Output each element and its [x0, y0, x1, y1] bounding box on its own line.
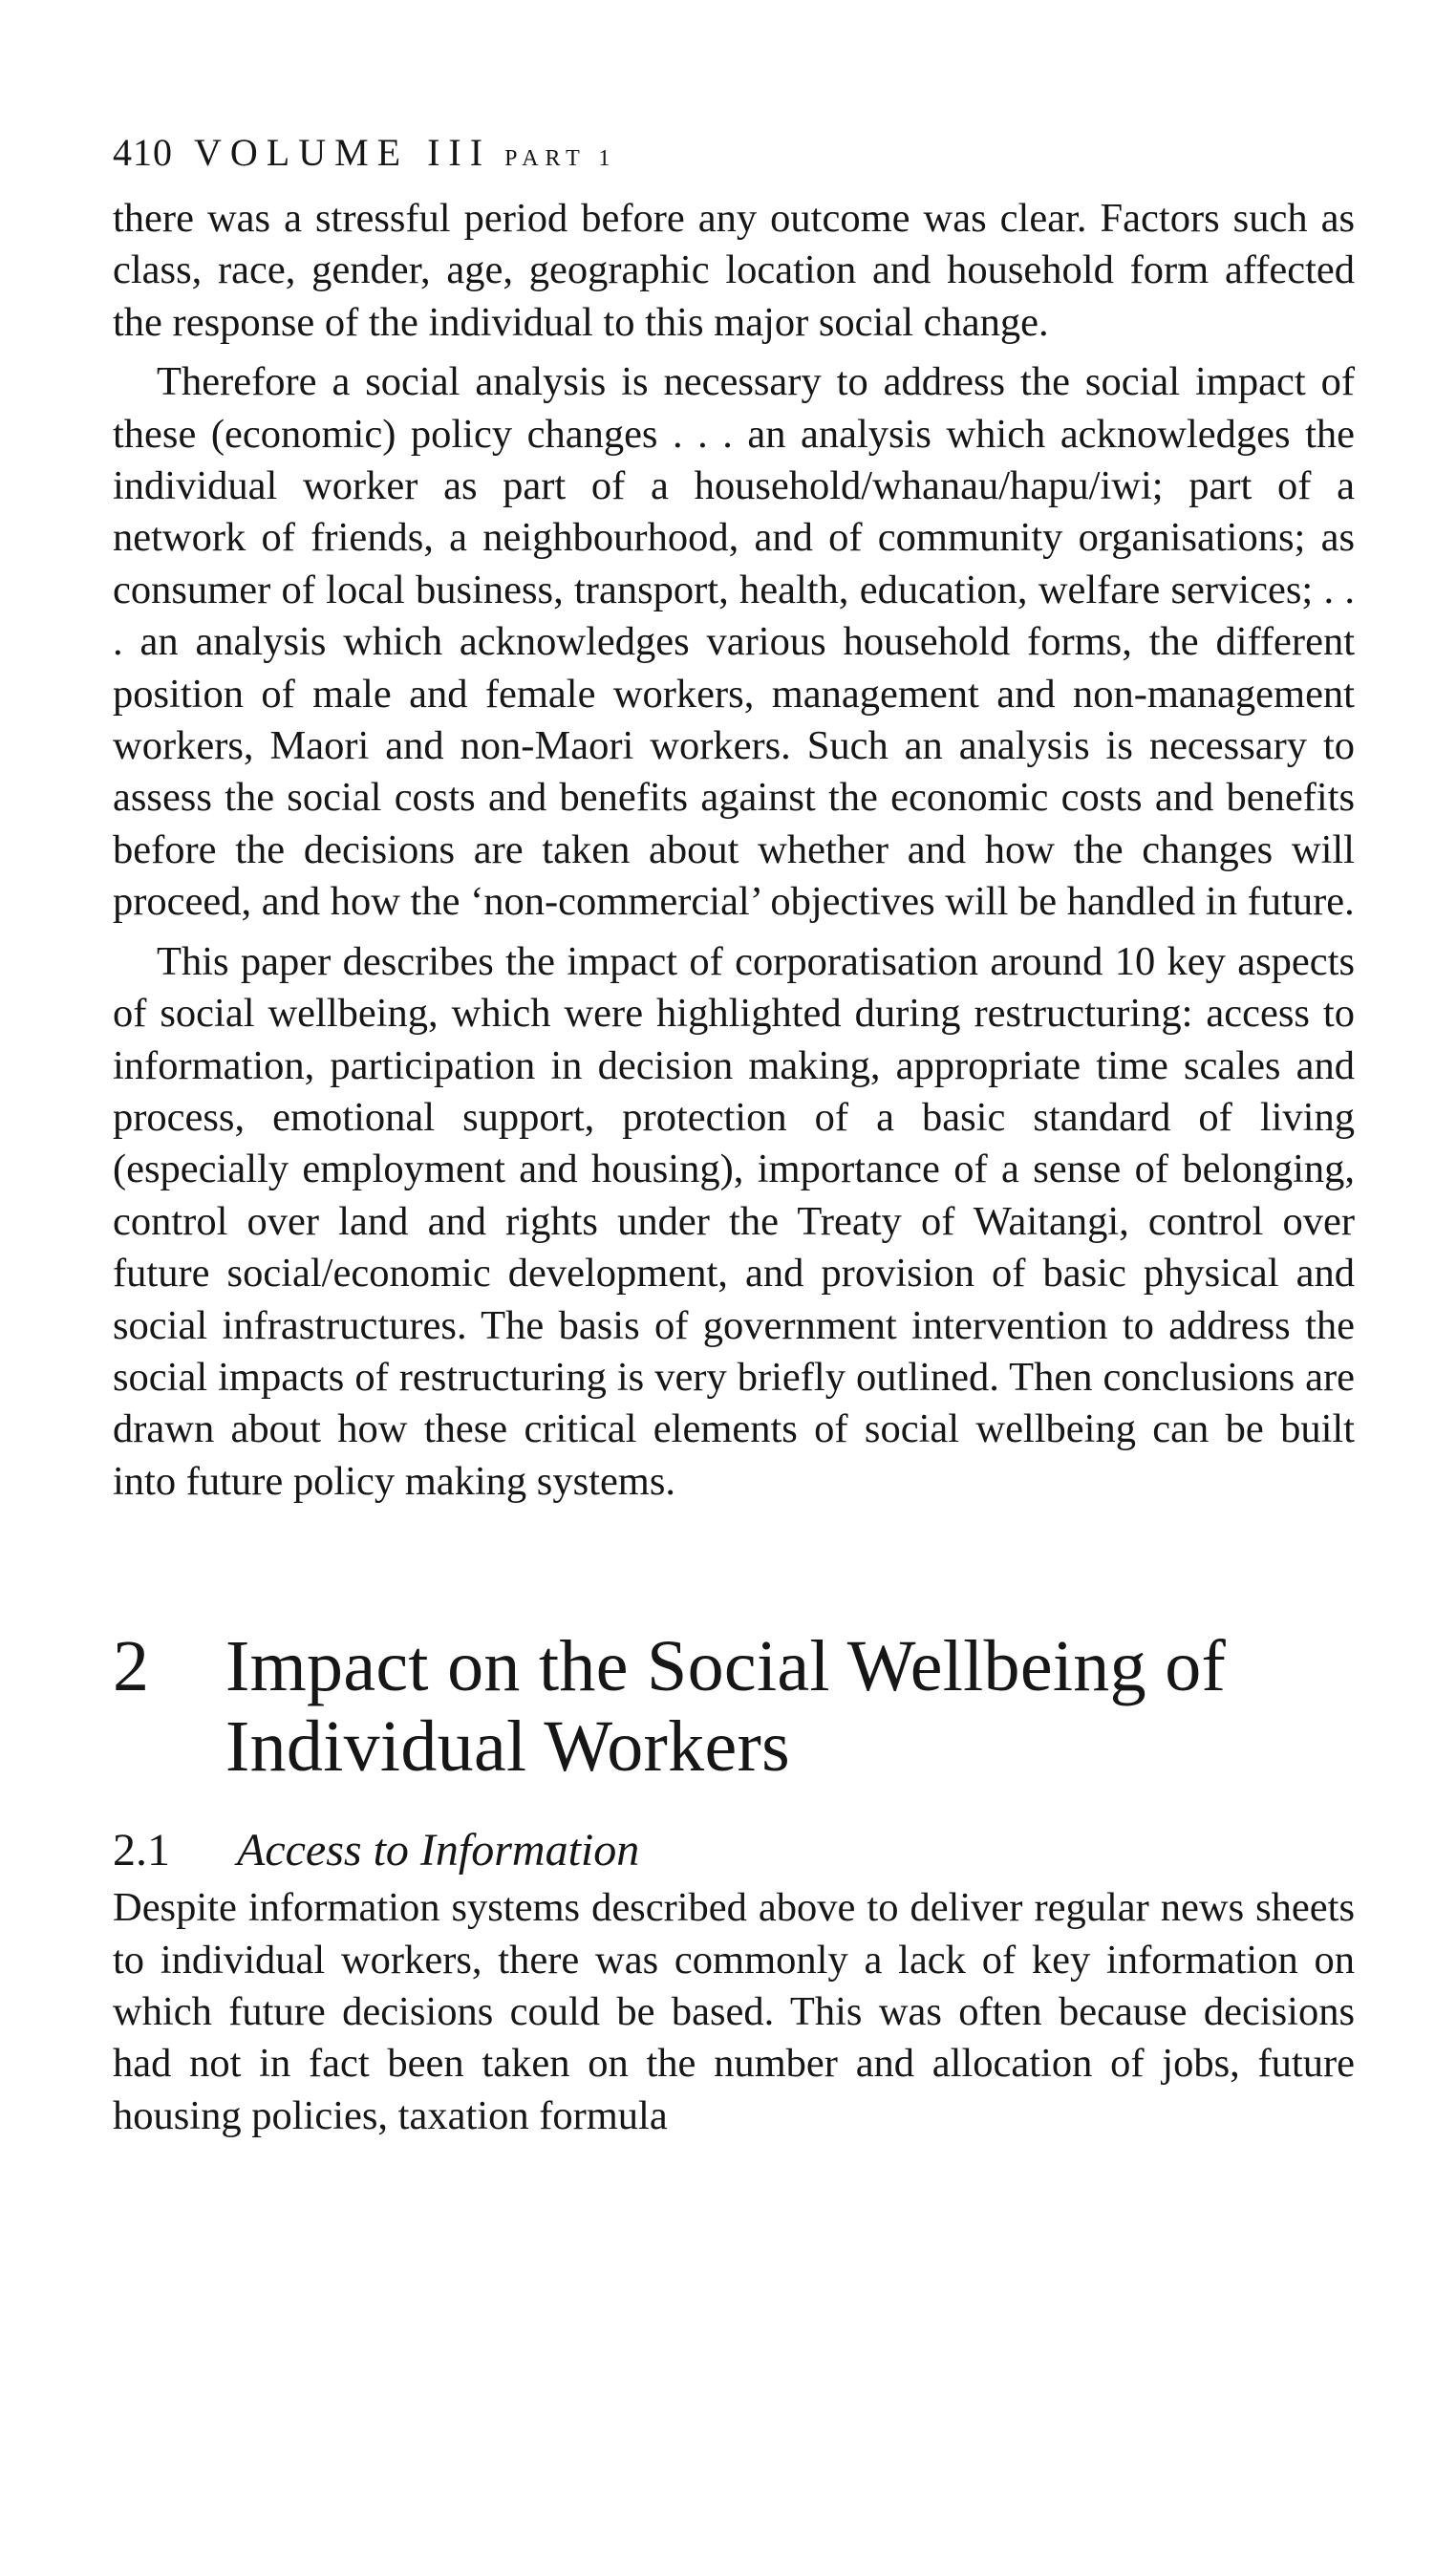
page — [113, 131, 1355, 2142]
section-number: 2 — [113, 1626, 150, 1707]
volume-label: VOLUME III — [194, 131, 492, 174]
section-title: Impact on the Social Wellbeing of Individual Workers — [225, 1626, 1227, 1788]
paragraph-continuation: there was a stressful period before any outcome was clear. Factors such as class, race, gender, age, geographic location and household form affected the response of the individual to this major social change. — [113, 196, 1355, 345]
quoted-paragraph: Therefore a social analysis is necessary to address the social impact of these (economic) policy changes . . . an analysis which acknowledges the individual worker as part of a household/whanau/hapu/iwi; part of a network of friends, a neighbourhood, and of community organisations; as consumer of local business, transport, health, education, welfare services; . . . an analysis which acknowledges various household forms, the different position of male and female workers, management and non-management workers, Maori and non-Maori workers. Such an analysis is necessary to assess the social costs and benefits against the economic costs and benefits before the decisions are taken about whether and how the changes will proceed, and how the ‘non-commercial’ objectives will be handled in future. — [113, 359, 1355, 925]
subsection-number: 2.1 — [113, 1825, 170, 1876]
paragraph-paper-description: This paper describes the impact of corporatisation around 10 key aspects of social wellbeing, which were highlighted during restructuring: access to information, participation in decision making, appropriate time scales and process, emotional support, protection of a basic standard of living (especially employment and housing), importance of a sense of belonging, control over land and rights under the Treaty of Waitangi, control over future social/economic development, and provision of basic physical and social infrastructures. The basis of government intervention to address the social impacts of restructuring is very briefly outlined. Then conclusions are drawn about how these critical elements of social wellbeing can be built into future policy making systems. — [113, 938, 1355, 1504]
body-text-section-2 — [113, 1882, 1355, 2142]
page-number: 410 — [113, 131, 173, 174]
body-text — [113, 193, 1355, 1508]
paragraph-access-to-information: Despite information systems described above to deliver regular news sheets to individual workers, there was commonly a lack of key information on which future decisions could be based. This was often because decisions had not in fact been taken on the number and allocation of jobs, future housing policies, taxation formula — [113, 1885, 1355, 2138]
subsection-heading — [113, 1823, 1355, 1878]
part-label: PART 1 — [504, 146, 617, 171]
running-head — [113, 131, 1355, 185]
subsection-title: Access to Information — [237, 1825, 640, 1876]
section-heading — [113, 1626, 1355, 1787]
